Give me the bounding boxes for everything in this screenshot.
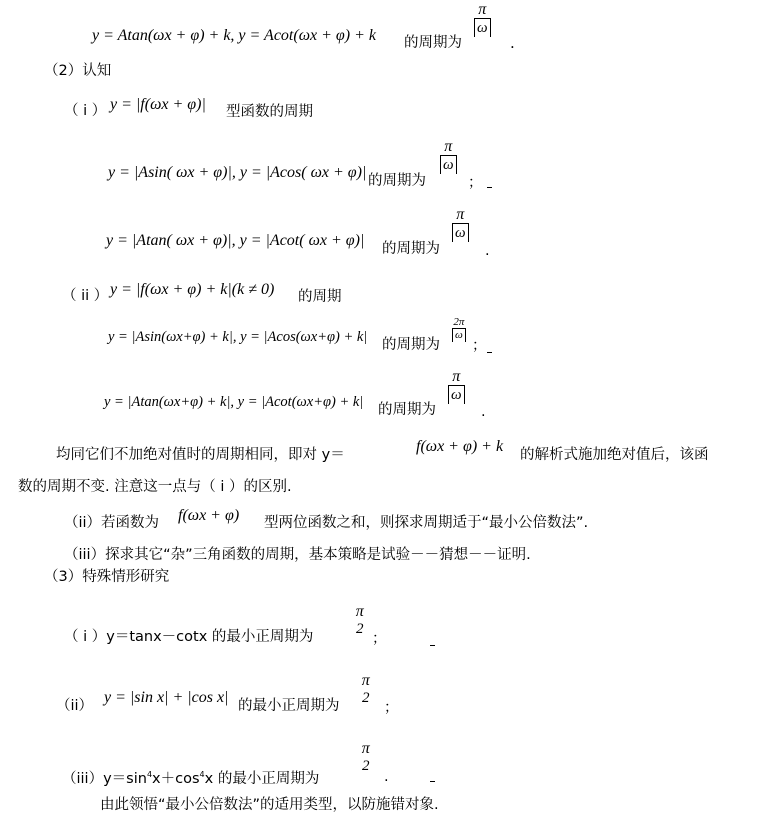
line-cot-period (92, 26, 376, 45)
section-heading-2: （2）认知 (44, 63, 112, 79)
denominator: 2 (362, 758, 370, 774)
paragraph-line-2: 数的周期不变. 注意这一点与（ i ）的区别. (18, 479, 292, 495)
special-case-iii (62, 766, 319, 788)
period-end: . (384, 769, 389, 785)
formula-abs-sin-cos: y = |Asin( ωx + φ)|, y = |Acos( ωx + φ)| (108, 164, 367, 181)
denominator: ω (474, 18, 491, 37)
formula-abs-sin-cos-k: y = |Asin(ωx+φ) + k|, y = |Acos(ωx+φ) + k| (108, 329, 368, 345)
numerator: π (456, 206, 465, 223)
period-end: ； (372, 631, 387, 647)
paragraph-iii: （iii）探求其它“杂”三角函数的周期，基本策略是试验－－猜想－－证明. (64, 547, 531, 563)
paragraph-line-1a: 均同它们不加绝对值时的周期相同，即对 y＝ (56, 447, 345, 463)
period-end: . (485, 243, 490, 259)
formula-f-plus-k: f(ωx + φ) + k (416, 438, 504, 455)
period-text: 的周期为 (382, 241, 440, 257)
formula-abs-f: y = |f(ωx + φ)| (110, 96, 206, 113)
paragraph-ii-a: （ii）若函数为 (64, 515, 160, 531)
numerator: 2π (453, 316, 465, 328)
text-part: （iii）y＝sin (62, 770, 147, 787)
text-part: x 的最小正周期为 (204, 770, 320, 787)
period-end: ； (468, 175, 483, 191)
denominator: 2 (356, 621, 364, 637)
formula-f: f(ωx + φ) (178, 507, 240, 524)
period-end: . (510, 34, 515, 52)
underline-mark (487, 187, 492, 188)
denominator: ω (440, 155, 457, 174)
denominator: ω (448, 385, 465, 404)
text-part: x＋cos (152, 770, 200, 787)
numerator: π (452, 368, 461, 385)
period-text: 的周期为 (368, 173, 426, 189)
fraction-pi-2 (360, 673, 372, 707)
denominator: ω (452, 223, 469, 242)
paragraph-line-1b: 的解析式施加绝对值后，该函 (520, 447, 709, 463)
fraction-pi-2 (360, 741, 372, 775)
underline-mark (487, 352, 492, 353)
fraction-pi-omega (440, 139, 457, 174)
numerator: π (444, 138, 453, 155)
period-end: ； (472, 338, 487, 354)
formula-abs-f-plus-k: y = |f(ωx + φ) + k|(k ≠ 0) (110, 281, 275, 298)
fraction-2pi-omega (452, 316, 466, 342)
type-text: 型函数的周期 (226, 104, 313, 120)
formula-abs-tan-cot: y = |Atan( ωx + φ)|, y = |Acot( ωx + φ)| (106, 232, 365, 249)
denominator: ω (452, 328, 466, 342)
formula-abs-tan-cot-k: y = |Atan(ωx+φ) + k|, y = |Acot(ωx+φ) + k| (104, 394, 364, 410)
period-text: 的周期为 (378, 402, 436, 418)
fraction-pi-2 (354, 604, 366, 638)
period-text: 的周期 (298, 289, 342, 305)
special-case-ii-label: （ii） (56, 698, 94, 714)
denominator: 2 (362, 690, 370, 706)
period-text: 的周期为 (382, 337, 440, 353)
period-text: 的最小正周期为 (238, 698, 340, 714)
item-label-i: （ i ） (64, 103, 107, 119)
special-case-i: （ i ）y＝tanx－cotx 的最小正周期为 (64, 629, 314, 645)
formula-tan-cot: y = Atan(ωx + φ) + k, y = Acot(ωx + φ) + k (92, 27, 376, 44)
section-heading-3: （3）特殊情形研究 (44, 569, 170, 585)
period-end: ； (384, 700, 399, 716)
item-label-ii: （ ii ） (62, 288, 109, 304)
underline-mark (430, 645, 435, 646)
period-end: . (481, 404, 486, 420)
superscript: 4 (199, 770, 205, 779)
numerator: π (478, 1, 487, 18)
formula-abs-sin-plus-cos: y = |sin x| + |cos x| (104, 689, 229, 706)
superscript: 4 (146, 770, 153, 779)
underline-mark (430, 781, 435, 782)
fraction-pi-omega (448, 369, 465, 404)
fraction-pi-omega (452, 207, 469, 242)
numerator: π (361, 740, 370, 757)
numerator: π (361, 672, 370, 689)
numerator: π (355, 603, 364, 620)
closing-sentence: 由此领悟“最小公倍数法”的适用类型，以防施错对象. (100, 797, 439, 813)
paragraph-ii-b: 型两位函数之和，则探求周期适于“最小公倍数法”. (264, 515, 589, 531)
fraction-pi-omega (474, 2, 491, 37)
period-text: 的周期为 (404, 35, 462, 51)
